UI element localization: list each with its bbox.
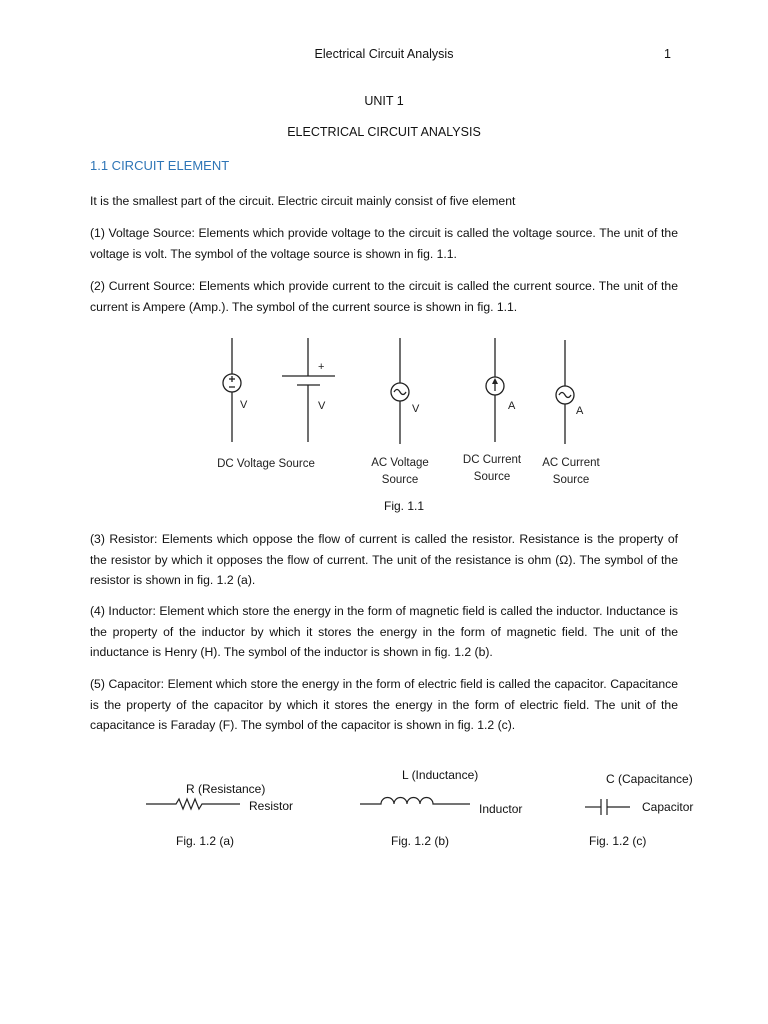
battery-v-label: V bbox=[318, 400, 326, 412]
fig-1-2b-caption: Fig. 1.2 (b) bbox=[391, 834, 450, 848]
paragraph-capacitor: (5) Capacitor: Element which store the energy in the form of electric field is called the capacitor. Capacitance is the property of the capacitor by which it stores the energy in the form of electric field. The unit of the capacitance is Faraday (F). The symbol of the capacitor is shown in fig. 1.2 (c). bbox=[90, 677, 678, 732]
inductor-side-label: Inductor bbox=[479, 802, 523, 816]
dc-current-source-symbol bbox=[486, 338, 504, 442]
fig-1-1-caption: Fig. 1.1 bbox=[383, 499, 425, 513]
label-ac-voltage-line1: AC Voltage bbox=[371, 457, 429, 469]
label-dc-voltage-source: DC Voltage Source bbox=[217, 458, 315, 470]
ac-current-source-symbol bbox=[556, 340, 574, 444]
inductor-symbol bbox=[360, 798, 470, 805]
section-heading: 1.1 CIRCUIT ELEMENT bbox=[90, 158, 230, 173]
current-arrowhead-icon bbox=[492, 378, 498, 384]
resistor-top-label: R (Resistance) bbox=[186, 782, 266, 796]
dc-current-a-label: A bbox=[508, 400, 516, 412]
dc-voltage-source-circle-symbol bbox=[223, 338, 241, 442]
label-ac-current-line1: AC Current bbox=[542, 457, 600, 469]
header-title: Electrical Circuit Analysis bbox=[314, 47, 454, 61]
paragraph-intro: It is the smallest part of the circuit. Electric circuit mainly consist of five element bbox=[90, 194, 516, 208]
capacitor-symbol bbox=[585, 799, 630, 815]
resistor-symbol bbox=[146, 799, 240, 809]
paragraph-voltage-source: (1) Voltage Source: Elements which provide voltage to the circuit is called the voltage source. The unit of the voltage is volt. The symbol of the voltage source is shown in fig. 1.1. bbox=[90, 226, 678, 261]
main-title: ELECTRICAL CIRCUIT ANALYSIS bbox=[287, 125, 481, 139]
capacitor-top-label: C (Capacitance) bbox=[606, 772, 693, 786]
dc-voltage-battery-symbol bbox=[282, 338, 335, 442]
label-dc-current-line1: DC Current bbox=[462, 454, 522, 466]
paragraph-current-source: (2) Current Source: Elements which provide current to the circuit is called the current source. The unit of the current is Ampere (Amp.). The symbol of the current source is shown in fig. 1.1. bbox=[90, 279, 678, 314]
label-ac-current-source bbox=[531, 455, 611, 489]
paragraph-inductor: (4) Inductor: Element which store the energy in the form of magnetic field is called the inductor. Inductance is the property of the inductor by which it stores the energy in the form of magnetic field. The unit of the inductance is Henry (H). The symbol of the inductor is shown in fig. 1.2 (b). bbox=[90, 604, 678, 659]
resistor-side-label: Resistor bbox=[249, 799, 294, 813]
fig-1-2a-caption: Fig. 1.2 (a) bbox=[176, 834, 235, 848]
paragraph-resistor: (3) Resistor: Elements which oppose the flow of current is called the resistor. Resistance is the property of the resistor by which it opposes the flow of current. The unit of the resistance is ohm (Ω). The symbol of the resistor is shown in fig. 1.2 (a). bbox=[90, 532, 678, 587]
fig-1-1-diagram bbox=[0, 330, 768, 460]
capacitor-side-label: Capacitor bbox=[642, 800, 694, 814]
label-ac-current-line2: Source bbox=[552, 474, 590, 486]
ac-current-a-label: A bbox=[576, 405, 584, 417]
label-dc-current-line2: Source bbox=[473, 471, 511, 483]
page-number: 1 bbox=[664, 47, 671, 61]
label-dc-current-source bbox=[452, 452, 532, 486]
label-ac-voltage-line2: Source bbox=[381, 474, 419, 486]
ac-voltage-v-label: V bbox=[412, 403, 420, 415]
unit-heading: UNIT 1 bbox=[364, 94, 404, 108]
ac-voltage-source-symbol bbox=[391, 338, 409, 444]
battery-plus-sign: + bbox=[318, 361, 325, 373]
inductor-top-label: L (Inductance) bbox=[402, 768, 479, 782]
label-ac-voltage-source bbox=[360, 455, 440, 489]
dc-voltage-v-label: V bbox=[240, 399, 248, 411]
fig-1-2c-caption: Fig. 1.2 (c) bbox=[589, 834, 647, 848]
